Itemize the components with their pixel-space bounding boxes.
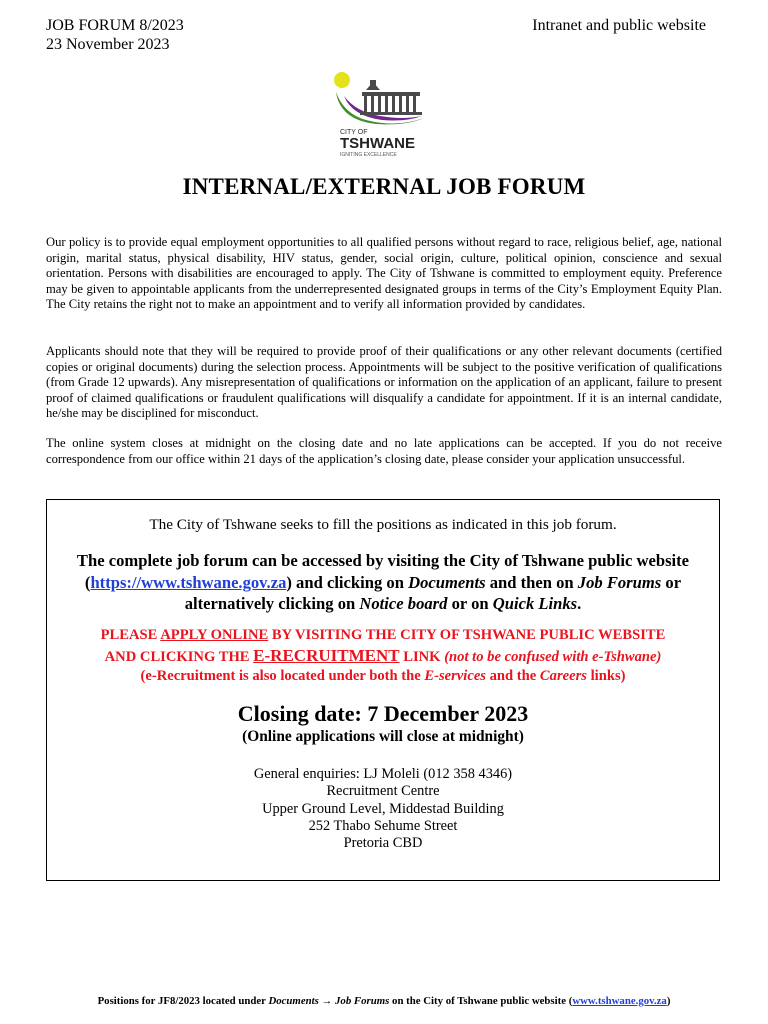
distribution-note: Intranet and public website — [532, 17, 706, 34]
contact-details — [47, 766, 719, 852]
logo-sun-icon — [334, 72, 350, 88]
seeks-positions-text: The City of Tshwane seeks to fill the positions as indicated in this job forum. — [149, 516, 617, 533]
contact-line: General enquiries: LJ Moleli (012 358 4346) — [253, 766, 513, 782]
closing-date: Closing date: 7 December 2023 — [237, 701, 529, 726]
apply-line-2: AND CLICKING THE E-RECRUITMENT LINK (not to be confused with e-Tshwane) — [104, 645, 662, 665]
logo-city-of: CITY OF — [340, 129, 368, 136]
contact-line: 252 Thabo Sehume Street — [308, 817, 458, 834]
forum-number: JOB FORUM 8/2023 — [46, 17, 184, 34]
apply-online-notice — [47, 626, 719, 687]
complete-text-3: and then on — [485, 572, 578, 592]
job-forums-ref: Job Forums — [577, 572, 662, 592]
complete-text-1: The complete job forum can be accessed by visiting the City of Tshwane public website ( — [76, 551, 690, 592]
header-left — [46, 16, 184, 54]
contact-line: Recruitment Centre — [326, 783, 440, 800]
logo-tagline: IGNITING EXCELLENCE — [340, 152, 397, 158]
notice-board-ref: Notice board — [359, 594, 448, 613]
complete-text-6: . — [577, 594, 582, 613]
e-recruitment-link[interactable]: E-RECRUITMENT — [253, 645, 400, 665]
apply-online-emphasis: APPLY ONLINE — [160, 627, 269, 643]
complete-text-4: or alternatively clicking on — [184, 572, 682, 613]
closing-system-paragraph: The online system closes at midnight on the closing date and no late applications can be accepted. If you do not receive correspondence from our office within 21 days of the application’s closing date, please consider your application unsuccessful. — [46, 436, 722, 466]
logo-name: TSHWANE — [340, 135, 415, 152]
complete-text-5: or on — [447, 594, 493, 613]
page-title: INTERNAL/EXTERNAL JOB FORUM — [182, 174, 586, 199]
footer-note: Positions for JF8/2023 located under Documents → Job Forums on the City of Tshwane public website (www.tshwane.gov.za) — [97, 995, 671, 1007]
complete-forum-text — [47, 550, 719, 615]
qualifications-paragraph: Applicants should note that they will be required to provide proof of their qualifications or any other relevant documents (certified copies or original documents) during the selection process. Appointments will be subject to the positive verification of qualifications (from Grade 12 upwards). Any misrepresentation of qualifications or information on the application of an applicant, failure to present proof of claimed qualifications or fraudulent qualifications will disqualify a candidate for appointment. If it is an internal candidate, he/she may be disciplined for misconduct. — [46, 344, 722, 420]
logo-building-icon — [360, 80, 422, 115]
complete-text-2: ) and clicking on — [286, 572, 409, 592]
website-link[interactable]: https://www.tshwane.gov.za — [90, 572, 287, 592]
contact-line: Upper Ground Level, Middestad Building — [262, 800, 504, 817]
contact-line: Pretoria CBD — [343, 835, 423, 852]
apply-line-3: (e-Recruitment is also located under both the E-services and the Careers links) — [140, 668, 626, 684]
online-close-note: (Online applications will close at midnight) — [242, 728, 524, 745]
quick-links-ref: Quick Links — [492, 594, 578, 613]
forum-date: 23 November 2023 — [46, 36, 170, 53]
application-info-box — [46, 499, 720, 881]
policy-paragraph: Our policy is to provide equal employment opportunities to all qualified persons without regard to race, religious belief, age, national origin, marital status, physical disability, HIV status, gender, social origin, culture, political opinion, conscience and sexual orientation. Persons with disabilities are encouraged to apply. The City of Tshwane is committed to employment equity. Preference may be given to appointable applicants from the underrepresented designated groups in terms of the City’s Employment Equity Plan. The City retains the right not to make an appointment and to verify all information provided by candidates. — [46, 235, 722, 311]
footer-website-link[interactable]: www.tshwane.gov.za — [572, 995, 667, 1007]
apply-line-1: PLEASE APPLY ONLINE BY VISITING THE CITY OF TSHWANE PUBLIC WEBSITE — [100, 627, 666, 643]
documents-ref: Documents — [408, 572, 486, 592]
city-of-tshwane-logo — [326, 70, 442, 160]
